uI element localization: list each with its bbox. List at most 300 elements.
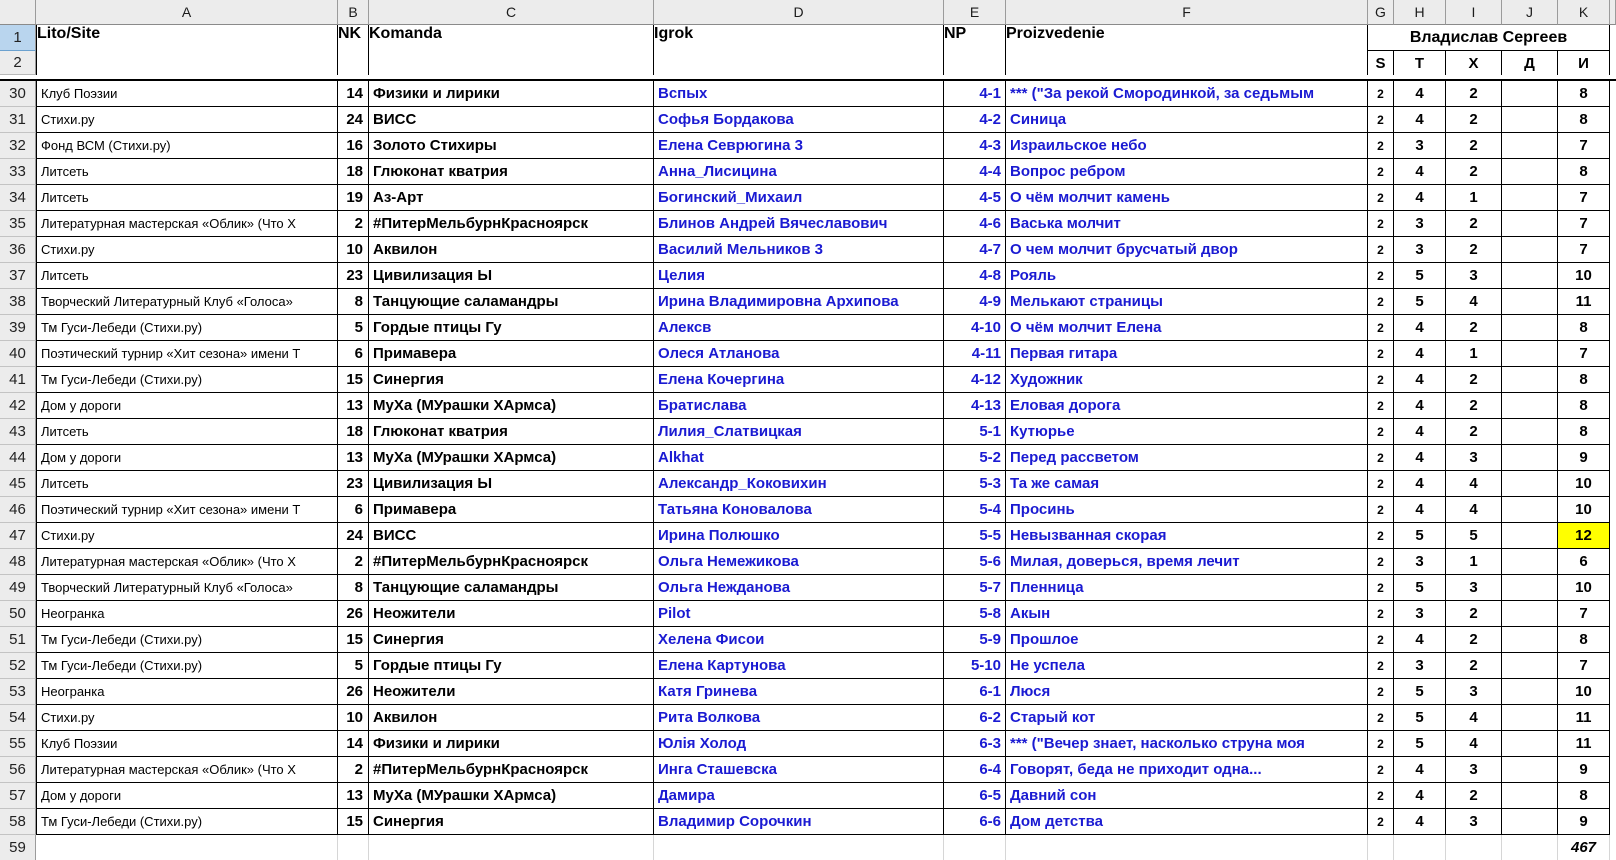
cell-score-i[interactable]: 7: [1558, 601, 1610, 627]
cell-komanda[interactable]: #ПитерМельбурнКрасноярск: [369, 549, 654, 575]
cell-score-s[interactable]: 2: [1368, 549, 1394, 575]
cell-np[interactable]: 4-11: [944, 341, 1006, 367]
cell-proizvedenie-link[interactable]: *** ("За рекой Смородинкой, за седьмым: [1006, 81, 1368, 107]
cell-np[interactable]: 5-6: [944, 549, 1006, 575]
cell-lito-site[interactable]: Тм Гуси-Лебеди (Стихи.ру): [36, 315, 338, 341]
cell-komanda[interactable]: Примавера: [369, 497, 654, 523]
cell-nk-empty[interactable]: [338, 835, 369, 860]
column-header-d[interactable]: D: [654, 0, 944, 25]
cell-proizvedenie-link[interactable]: Невызванная скорая: [1006, 523, 1368, 549]
cell-nk[interactable]: 15: [338, 627, 369, 653]
cell-np[interactable]: 5-10: [944, 653, 1006, 679]
row-header[interactable]: 42: [0, 393, 36, 419]
cell-score-x[interactable]: 4: [1446, 731, 1502, 757]
cell-proizvedenie-link[interactable]: Пленница: [1006, 575, 1368, 601]
cell-score-t[interactable]: 4: [1394, 809, 1446, 835]
cell-score-i[interactable]: 11: [1558, 705, 1610, 731]
cell-score-x[interactable]: 2: [1446, 159, 1502, 185]
cell-score-x[interactable]: 4: [1446, 705, 1502, 731]
cell-igrok-link[interactable]: Алексв: [654, 315, 944, 341]
cell-score-i[interactable]: 7: [1558, 341, 1610, 367]
row-header[interactable]: 56: [0, 757, 36, 783]
row-header[interactable]: 54: [0, 705, 36, 731]
cell-nk[interactable]: 26: [338, 601, 369, 627]
row-header[interactable]: 38: [0, 289, 36, 315]
cell-nk[interactable]: 14: [338, 81, 369, 107]
cell-komanda[interactable]: МуХа (МУрашки ХАрмса): [369, 783, 654, 809]
cell-score-i[interactable]: 8: [1558, 107, 1610, 133]
cell-score-t[interactable]: 3: [1394, 549, 1446, 575]
cell-nk[interactable]: 5: [338, 653, 369, 679]
cell-score-i[interactable]: 10: [1558, 263, 1610, 289]
cell-score-d[interactable]: [1502, 809, 1558, 835]
cell-lito-site[interactable]: Клуб Поэзии: [36, 81, 338, 107]
cell-score-t[interactable]: 5: [1394, 523, 1446, 549]
cell-score-s[interactable]: 2: [1368, 289, 1394, 315]
cell-nk[interactable]: 19: [338, 185, 369, 211]
cell-komanda[interactable]: Неожители: [369, 679, 654, 705]
cell-np[interactable]: 4-2: [944, 107, 1006, 133]
cell-igrok-link[interactable]: Владимир Сорочкин: [654, 809, 944, 835]
cell-lito-site[interactable]: Тм Гуси-Лебеди (Стихи.ру): [36, 809, 338, 835]
column-header-h[interactable]: H: [1394, 0, 1446, 25]
cell-score-s[interactable]: 2: [1368, 601, 1394, 627]
cell-igrok-link[interactable]: Alkhat: [654, 445, 944, 471]
cell-np[interactable]: 4-6: [944, 211, 1006, 237]
cell-komanda[interactable]: Неожители: [369, 601, 654, 627]
cell-proizvedenie-link[interactable]: О чем молчит брусчатый двор: [1006, 237, 1368, 263]
cell-igrok-link[interactable]: Елена Севрюгина 3: [654, 133, 944, 159]
cell-nk[interactable]: 5: [338, 315, 369, 341]
cell-score-x[interactable]: 2: [1446, 133, 1502, 159]
cell-lito-site[interactable]: Литературная мастерская «Облик» (Что Х: [36, 757, 338, 783]
cell-igrok-link[interactable]: Василий Мельников 3: [654, 237, 944, 263]
cell-lito-site[interactable]: Творческий Литературный Клуб «Голоса»: [36, 575, 338, 601]
cell-score-d[interactable]: [1502, 705, 1558, 731]
cell-score-t[interactable]: 4: [1394, 445, 1446, 471]
cell-komanda[interactable]: Цивилизация Ы: [369, 471, 654, 497]
cell-score-x[interactable]: 2: [1446, 627, 1502, 653]
column-header-j[interactable]: J: [1502, 0, 1558, 25]
cell-score-i[interactable]: 9: [1558, 445, 1610, 471]
cell-score-d[interactable]: [1502, 341, 1558, 367]
cell-score-t[interactable]: 4: [1394, 419, 1446, 445]
cell-nk[interactable]: 8: [338, 289, 369, 315]
row-header[interactable]: 49: [0, 575, 36, 601]
cell-igrok-link[interactable]: Целия: [654, 263, 944, 289]
cell-score-s[interactable]: 2: [1368, 185, 1394, 211]
cell-score-i[interactable]: 9: [1558, 809, 1610, 835]
cell-nk[interactable]: 10: [338, 705, 369, 731]
cell-score-s[interactable]: 2: [1368, 653, 1394, 679]
cell-score-t[interactable]: 4: [1394, 497, 1446, 523]
cell-score-i[interactable]: 7: [1558, 653, 1610, 679]
cell-score-t[interactable]: 4: [1394, 393, 1446, 419]
cell-np[interactable]: 5-4: [944, 497, 1006, 523]
cell-score-t[interactable]: 3: [1394, 211, 1446, 237]
cell-igrok-link[interactable]: Блинов Андрей Вячеславович: [654, 211, 944, 237]
cell-komanda-empty[interactable]: [369, 835, 654, 860]
cell-score-x[interactable]: 2: [1446, 653, 1502, 679]
cell-score-d[interactable]: [1502, 185, 1558, 211]
cell-np[interactable]: 5-9: [944, 627, 1006, 653]
cell-score-t[interactable]: 5: [1394, 679, 1446, 705]
row-header[interactable]: 33: [0, 159, 36, 185]
cell-komanda[interactable]: Глюконат кватрия: [369, 419, 654, 445]
cell-score-s[interactable]: 2: [1368, 315, 1394, 341]
cell-score-d[interactable]: [1502, 679, 1558, 705]
cell-score-s[interactable]: 2: [1368, 133, 1394, 159]
cell-np[interactable]: 5-2: [944, 445, 1006, 471]
cell-score-s[interactable]: 2: [1368, 445, 1394, 471]
cell-score-i[interactable]: 8: [1558, 159, 1610, 185]
cell-proizvedenie-link[interactable]: О чём молчит камень: [1006, 185, 1368, 211]
cell-nk[interactable]: 15: [338, 809, 369, 835]
cell-np[interactable]: 4-7: [944, 237, 1006, 263]
cell-nk[interactable]: 18: [338, 419, 369, 445]
cell-proizvedenie-link[interactable]: Мелькают страницы: [1006, 289, 1368, 315]
cell-igrok-link[interactable]: Юлія Холод: [654, 731, 944, 757]
cell-lito-site[interactable]: Тм Гуси-Лебеди (Стихи.ру): [36, 367, 338, 393]
cell-igrok-link[interactable]: Ольга Нежданова: [654, 575, 944, 601]
header-cell-komanda[interactable]: Komanda: [369, 25, 654, 75]
cell-np[interactable]: 5-5: [944, 523, 1006, 549]
cell-score-x[interactable]: 2: [1446, 419, 1502, 445]
cell-score-i[interactable]: 11: [1558, 731, 1610, 757]
select-all-corner[interactable]: [0, 0, 36, 25]
header-cell-proizvedenie[interactable]: Proizvedenie: [1006, 25, 1368, 75]
cell-proizvedenie-link[interactable]: Вопрос ребром: [1006, 159, 1368, 185]
cell-nk[interactable]: 2: [338, 549, 369, 575]
cell-score-d[interactable]: [1502, 445, 1558, 471]
cell-igrok-link[interactable]: Вспых: [654, 81, 944, 107]
cell-title-empty[interactable]: [1006, 835, 1368, 860]
cell-score-d[interactable]: [1502, 133, 1558, 159]
cell-lito-empty[interactable]: [36, 835, 338, 860]
cell-proizvedenie-link[interactable]: Перед рассветом: [1006, 445, 1368, 471]
cell-komanda[interactable]: Физики и лирики: [369, 731, 654, 757]
cell-score-x[interactable]: 1: [1446, 549, 1502, 575]
cell-np[interactable]: 4-9: [944, 289, 1006, 315]
row-header-2[interactable]: 2: [0, 51, 36, 75]
cell-score-d[interactable]: [1502, 601, 1558, 627]
cell-score-x[interactable]: 1: [1446, 341, 1502, 367]
cell-score-s[interactable]: 2: [1368, 627, 1394, 653]
cell-komanda[interactable]: Синергия: [369, 809, 654, 835]
column-header-i[interactable]: I: [1446, 0, 1502, 25]
row-header[interactable]: 57: [0, 783, 36, 809]
cell-lito-site[interactable]: Тм Гуси-Лебеди (Стихи.ру): [36, 627, 338, 653]
cell-lito-site[interactable]: Стихи.ру: [36, 523, 338, 549]
cell-komanda[interactable]: МуХа (МУрашки ХАрмса): [369, 445, 654, 471]
cell-nk[interactable]: 16: [338, 133, 369, 159]
cell-komanda[interactable]: Танцующие саламандры: [369, 575, 654, 601]
cell-score-x[interactable]: 2: [1446, 783, 1502, 809]
cell-x-empty[interactable]: [1446, 835, 1502, 860]
cell-score-x[interactable]: 3: [1446, 575, 1502, 601]
cell-lito-site[interactable]: Неогранка: [36, 679, 338, 705]
row-header[interactable]: 41: [0, 367, 36, 393]
cell-score-s[interactable]: 2: [1368, 679, 1394, 705]
cell-igrok-empty[interactable]: [654, 835, 944, 860]
cell-score-s[interactable]: 2: [1368, 367, 1394, 393]
cell-proizvedenie-link[interactable]: Старый кот: [1006, 705, 1368, 731]
cell-score-t[interactable]: 3: [1394, 237, 1446, 263]
cell-score-i[interactable]: 7: [1558, 133, 1610, 159]
cell-score-x[interactable]: 4: [1446, 471, 1502, 497]
cell-igrok-link[interactable]: Елена Кочергина: [654, 367, 944, 393]
cell-score-t[interactable]: 4: [1394, 159, 1446, 185]
row-header[interactable]: 37: [0, 263, 36, 289]
cell-lito-site[interactable]: Дом у дороги: [36, 445, 338, 471]
cell-igrok-link[interactable]: Софья Бордакова: [654, 107, 944, 133]
cell-igrok-link[interactable]: Катя Гринева: [654, 679, 944, 705]
cell-score-t[interactable]: 4: [1394, 627, 1446, 653]
cell-komanda[interactable]: МуХа (МУрашки ХАрмса): [369, 393, 654, 419]
cell-lito-site[interactable]: Тм Гуси-Лебеди (Стихи.ру): [36, 653, 338, 679]
judge-name-header[interactable]: Владислав Сергеев: [1368, 25, 1610, 51]
cell-d-empty[interactable]: [1502, 835, 1558, 860]
cell-np[interactable]: 5-7: [944, 575, 1006, 601]
row-header[interactable]: 43: [0, 419, 36, 445]
cell-igrok-link[interactable]: Татьяна Коновалова: [654, 497, 944, 523]
cell-score-s[interactable]: 2: [1368, 237, 1394, 263]
cell-score-i[interactable]: 8: [1558, 627, 1610, 653]
cell-komanda[interactable]: Примавера: [369, 341, 654, 367]
cell-score-t[interactable]: 4: [1394, 783, 1446, 809]
column-header-e[interactable]: E: [944, 0, 1006, 25]
cell-komanda[interactable]: Гордые птицы Гу: [369, 653, 654, 679]
cell-score-x[interactable]: 3: [1446, 679, 1502, 705]
cell-score-t[interactable]: 5: [1394, 705, 1446, 731]
cell-score-x[interactable]: 2: [1446, 237, 1502, 263]
cell-score-s[interactable]: 2: [1368, 419, 1394, 445]
row-header[interactable]: 40: [0, 341, 36, 367]
cell-np[interactable]: 6-1: [944, 679, 1006, 705]
cell-score-t[interactable]: 3: [1394, 601, 1446, 627]
row-header[interactable]: 46: [0, 497, 36, 523]
cell-igrok-link[interactable]: Pilot: [654, 601, 944, 627]
cell-np[interactable]: 4-3: [944, 133, 1006, 159]
cell-lito-site[interactable]: Стихи.ру: [36, 237, 338, 263]
cell-nk[interactable]: 13: [338, 783, 369, 809]
cell-score-t[interactable]: 5: [1394, 263, 1446, 289]
cell-nk[interactable]: 13: [338, 393, 369, 419]
cell-t-empty[interactable]: [1394, 835, 1446, 860]
cell-score-x[interactable]: 1: [1446, 185, 1502, 211]
cell-score-s[interactable]: 2: [1368, 107, 1394, 133]
cell-lito-site[interactable]: Дом у дороги: [36, 783, 338, 809]
cell-lito-site[interactable]: Клуб Поэзии: [36, 731, 338, 757]
cell-score-x[interactable]: 4: [1446, 289, 1502, 315]
cell-score-x[interactable]: 3: [1446, 263, 1502, 289]
judge-col-t[interactable]: T: [1394, 51, 1446, 75]
cell-np[interactable]: 6-6: [944, 809, 1006, 835]
cell-lito-site[interactable]: Поэтический турнир «Хит сезона» имени Т: [36, 497, 338, 523]
cell-np[interactable]: 4-5: [944, 185, 1006, 211]
cell-igrok-link[interactable]: Инга Сташевска: [654, 757, 944, 783]
cell-proizvedenie-link[interactable]: Давний сон: [1006, 783, 1368, 809]
cell-score-i[interactable]: 7: [1558, 185, 1610, 211]
cell-nk[interactable]: 6: [338, 341, 369, 367]
cell-komanda[interactable]: #ПитерМельбурнКрасноярск: [369, 757, 654, 783]
cell-komanda[interactable]: Аз-Арт: [369, 185, 654, 211]
cell-np[interactable]: 4-1: [944, 81, 1006, 107]
cell-score-s[interactable]: 2: [1368, 705, 1394, 731]
cell-lito-site[interactable]: Литературная мастерская «Облик» (Что Х: [36, 211, 338, 237]
row-header[interactable]: 32: [0, 133, 36, 159]
cell-lito-site[interactable]: Литсеть: [36, 185, 338, 211]
cell-lito-site[interactable]: Стихи.ру: [36, 705, 338, 731]
row-header[interactable]: 58: [0, 809, 36, 835]
cell-igrok-link[interactable]: Анна_Лисицина: [654, 159, 944, 185]
cell-komanda[interactable]: ВИСС: [369, 523, 654, 549]
cell-proizvedenie-link[interactable]: Дом детства: [1006, 809, 1368, 835]
cell-score-d[interactable]: [1502, 81, 1558, 107]
cell-proizvedenie-link[interactable]: Не успела: [1006, 653, 1368, 679]
cell-komanda[interactable]: Синергия: [369, 627, 654, 653]
row-header[interactable]: 34: [0, 185, 36, 211]
cell-score-d[interactable]: [1502, 497, 1558, 523]
cell-igrok-link[interactable]: Ирина Владимировна Архипова: [654, 289, 944, 315]
cell-score-i[interactable]: 9: [1558, 757, 1610, 783]
cell-score-i[interactable]: 10: [1558, 575, 1610, 601]
cell-nk[interactable]: 24: [338, 107, 369, 133]
cell-score-d[interactable]: [1502, 471, 1558, 497]
cell-score-d[interactable]: [1502, 367, 1558, 393]
cell-np[interactable]: 6-3: [944, 731, 1006, 757]
cell-lito-site[interactable]: Литсеть: [36, 159, 338, 185]
cell-score-t[interactable]: 4: [1394, 315, 1446, 341]
cell-score-x[interactable]: 2: [1446, 211, 1502, 237]
cell-nk[interactable]: 23: [338, 471, 369, 497]
grand-total-cell[interactable]: 467: [1558, 835, 1610, 860]
row-header[interactable]: 39: [0, 315, 36, 341]
cell-score-d[interactable]: [1502, 315, 1558, 341]
cell-score-i[interactable]: 10: [1558, 679, 1610, 705]
cell-proizvedenie-link[interactable]: Говорят, беда не приходит одна...: [1006, 757, 1368, 783]
cell-lito-site[interactable]: Дом у дороги: [36, 393, 338, 419]
cell-score-s[interactable]: 2: [1368, 159, 1394, 185]
cell-score-d[interactable]: [1502, 731, 1558, 757]
cell-score-d[interactable]: [1502, 783, 1558, 809]
cell-igrok-link[interactable]: Ирина Полюшко: [654, 523, 944, 549]
judge-col-d[interactable]: Д: [1502, 51, 1558, 75]
cell-score-t[interactable]: 4: [1394, 471, 1446, 497]
cell-proizvedenie-link[interactable]: Та же самая: [1006, 471, 1368, 497]
cell-proizvedenie-link[interactable]: Милая, доверься, время лечит: [1006, 549, 1368, 575]
cell-nk[interactable]: 8: [338, 575, 369, 601]
row-header[interactable]: 44: [0, 445, 36, 471]
cell-proizvedenie-link[interactable]: Синица: [1006, 107, 1368, 133]
cell-score-t[interactable]: 4: [1394, 81, 1446, 107]
cell-igrok-link[interactable]: Елена Картунова: [654, 653, 944, 679]
cell-score-t[interactable]: 5: [1394, 289, 1446, 315]
cell-score-s[interactable]: 2: [1368, 81, 1394, 107]
cell-nk[interactable]: 13: [338, 445, 369, 471]
cell-score-x[interactable]: 2: [1446, 107, 1502, 133]
cell-score-i[interactable]: 8: [1558, 393, 1610, 419]
cell-score-t[interactable]: 4: [1394, 367, 1446, 393]
cell-lito-site[interactable]: Литсеть: [36, 263, 338, 289]
cell-proizvedenie-link[interactable]: Кутюрье: [1006, 419, 1368, 445]
cell-score-i[interactable]: 10: [1558, 497, 1610, 523]
row-header[interactable]: 48: [0, 549, 36, 575]
cell-nk[interactable]: 2: [338, 211, 369, 237]
cell-score-d[interactable]: [1502, 263, 1558, 289]
cell-score-i[interactable]: 10: [1558, 471, 1610, 497]
cell-score-t[interactable]: 5: [1394, 575, 1446, 601]
cell-score-d[interactable]: [1502, 523, 1558, 549]
cell-score-x[interactable]: 2: [1446, 367, 1502, 393]
cell-np[interactable]: 5-3: [944, 471, 1006, 497]
cell-komanda[interactable]: #ПитерМельбурнКрасноярск: [369, 211, 654, 237]
judge-col-x[interactable]: X: [1446, 51, 1502, 75]
cell-komanda[interactable]: Аквилон: [369, 237, 654, 263]
cell-nk[interactable]: 6: [338, 497, 369, 523]
cell-score-x[interactable]: 2: [1446, 601, 1502, 627]
cell-np[interactable]: 5-1: [944, 419, 1006, 445]
cell-np[interactable]: 5-8: [944, 601, 1006, 627]
cell-np-empty[interactable]: [944, 835, 1006, 860]
cell-np[interactable]: 4-8: [944, 263, 1006, 289]
cell-komanda[interactable]: Цивилизация Ы: [369, 263, 654, 289]
cell-score-s[interactable]: 2: [1368, 263, 1394, 289]
cell-score-x[interactable]: 2: [1446, 315, 1502, 341]
cell-lito-site[interactable]: Литсеть: [36, 419, 338, 445]
row-header[interactable]: 35: [0, 211, 36, 237]
cell-proizvedenie-link[interactable]: Первая гитара: [1006, 341, 1368, 367]
cell-proizvedenie-link[interactable]: Еловая дорога: [1006, 393, 1368, 419]
cell-komanda[interactable]: Гордые птицы Гу: [369, 315, 654, 341]
row-header[interactable]: 31: [0, 107, 36, 133]
cell-lito-site[interactable]: Поэтический турнир «Хит сезона» имени Т: [36, 341, 338, 367]
cell-score-s[interactable]: 2: [1368, 731, 1394, 757]
cell-igrok-link[interactable]: Александр_Коковихин: [654, 471, 944, 497]
cell-score-x[interactable]: 2: [1446, 393, 1502, 419]
cell-komanda[interactable]: Аквилон: [369, 705, 654, 731]
cell-score-t[interactable]: 5: [1394, 731, 1446, 757]
cell-np[interactable]: 4-12: [944, 367, 1006, 393]
cell-lito-site[interactable]: Фонд ВСМ (Стихи.ру): [36, 133, 338, 159]
cell-igrok-link[interactable]: Ольга Немежикова: [654, 549, 944, 575]
header-cell-lito-site[interactable]: Lito/Site: [36, 25, 338, 75]
cell-score-i[interactable]: 6: [1558, 549, 1610, 575]
cell-np[interactable]: 6-5: [944, 783, 1006, 809]
cell-score-s[interactable]: 2: [1368, 575, 1394, 601]
cell-np[interactable]: 6-4: [944, 757, 1006, 783]
column-header-a[interactable]: A: [36, 0, 338, 25]
cell-score-d[interactable]: [1502, 107, 1558, 133]
cell-komanda[interactable]: Золото Стихиры: [369, 133, 654, 159]
row-header[interactable]: 51: [0, 627, 36, 653]
cell-s-empty[interactable]: [1368, 835, 1394, 860]
cell-score-s[interactable]: 2: [1368, 341, 1394, 367]
cell-lito-site[interactable]: Литературная мастерская «Облик» (Что Х: [36, 549, 338, 575]
row-header[interactable]: 52: [0, 653, 36, 679]
column-header-k[interactable]: K: [1558, 0, 1610, 25]
column-header-g[interactable]: G: [1368, 0, 1394, 25]
judge-col-s[interactable]: S: [1368, 51, 1394, 75]
row-header[interactable]: 45: [0, 471, 36, 497]
cell-proizvedenie-link[interactable]: Люся: [1006, 679, 1368, 705]
cell-score-i[interactable]: 8: [1558, 367, 1610, 393]
cell-score-s[interactable]: 2: [1368, 393, 1394, 419]
cell-score-x[interactable]: 5: [1446, 523, 1502, 549]
cell-proizvedenie-link[interactable]: Израильское небо: [1006, 133, 1368, 159]
cell-np[interactable]: 4-4: [944, 159, 1006, 185]
cell-proizvedenie-link[interactable]: Рояль: [1006, 263, 1368, 289]
